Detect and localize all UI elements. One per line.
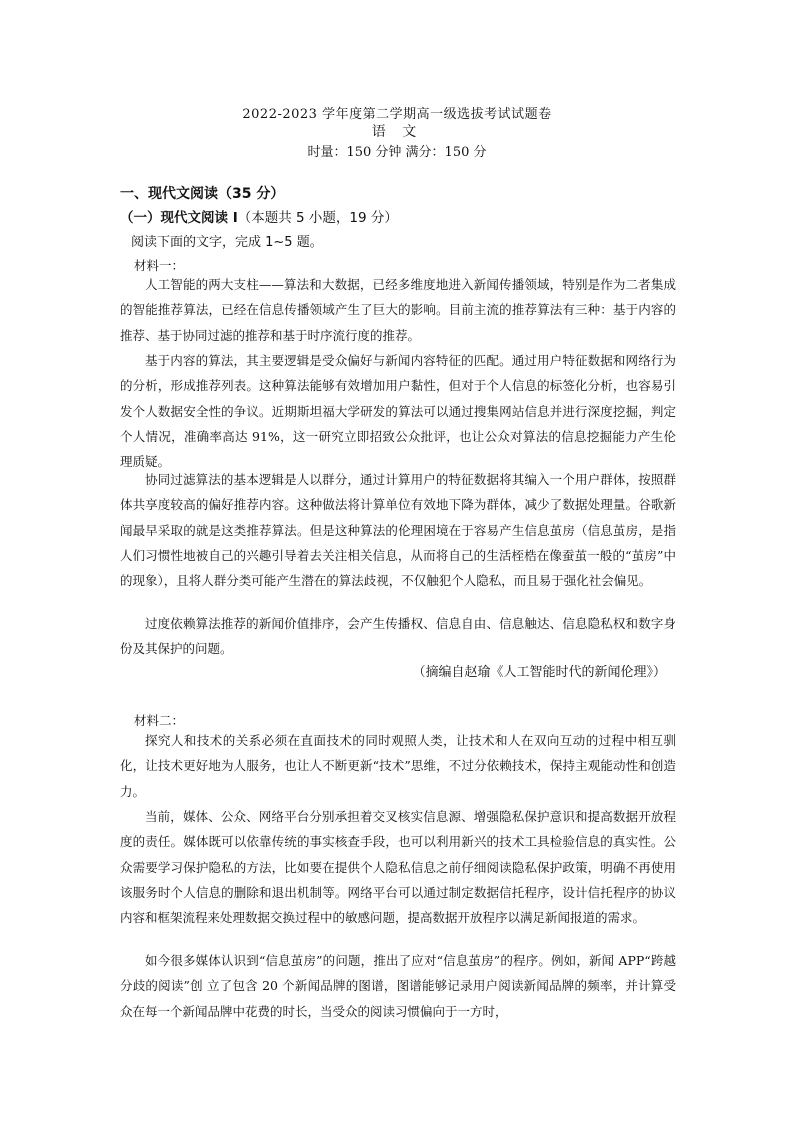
material-one-paragraph: 基于内容的算法，其主要逻辑是受众偏好与新闻内容特征的匹配。通过用户特征数据和网络行为的分析，形成推荐列表。这种算法能够有效增加用户黏性，但对于个人信息的标签化分析，也容易引发个人数据安全性的争议。近期斯坦福大学研发的算法可以通过搜集网站信息并进行深度挖掘，判定个人情况，准确率高达 91%，这一研究立即招致公众批评，也让公众对算法的信息挖掘能力产生伦理质疑。 — [120, 353, 676, 470]
time-and-score-info: 时量：150 分钟 满分：150 分 — [307, 145, 487, 160]
material-one-source: （摘编自赵瑜《人工智能时代的新闻伦理》） — [412, 665, 666, 680]
subsection-heading — [120, 206, 398, 226]
material-one-paragraph: 人工智能的两大支柱——算法和大数据，已经多维度地进入新闻传播领域，特别是作为二者集成的智能推荐算法，已经在信息传播领域产生了巨大的影响。目前主流的推荐算法有三种：基于内容的推荐、基于协同过滤的推荐和基于时序流行度的推荐。 — [120, 277, 676, 343]
section-heading-modern-reading: 一、现代文阅读（35 分） — [120, 186, 285, 202]
reading-instruction: 阅读下面的文字，完成 1~5 题。 — [131, 235, 323, 250]
exam-title: 2022-2023 学年度第二学期高一级选拔考试试题卷 — [242, 107, 552, 122]
material-two-paragraph: 当前，媒体、公众、网络平台分别承担着交叉核实信息源、增强隐私保护意识和提高数据开放程度的责任。媒体既可以依靠传统的事实核查手段，也可以利用新兴的技术工具检验信息的真实性。公众需要学习保护隐私的方法，比如要在提供个人隐私信息之前仔细阅读隐私保护政策，明确不再使用该服务时个人信息的删除和退出机制等。网络平台可以通过制定数据信托程序，设计信托程序的协议内容和框架流程来处理数据交换过程中的敏感问题，提高数据开放程序以满足新闻报道的需求。 — [120, 809, 676, 926]
subject-label: 语 文 — [371, 124, 423, 140]
material-two-paragraph: 探究人和技术的关系必须在直面技术的同时观照人类，让技术和人在双向互动的过程中相互驯化，让技术更好地为人服务，也让人不断更新“技术”思维，不过分依赖技术，保持主观能动性和创造力。 — [120, 733, 676, 799]
subsection-heading-note: （本题共 5 小题，19 分） — [237, 210, 398, 226]
material-one-label: 材料一： — [134, 258, 185, 273]
subsection-heading-bold: （一）现代文阅读 I — [120, 210, 238, 226]
material-one-paragraph: 协同过滤算法的基本逻辑是人以群分，通过计算用户的特征数据将其编入一个用户群体，按照群体共享度较高的偏好推荐内容。这种做法将计算单位有效地下降为群体，减少了数据处理量。谷歌新闻最早采取的就是这类推荐算法。但是这种算法的伦理困境在于容易产生信息茧房（信息茧房，是指人们习惯性地被自己的兴趣引导着去关注相关信息，从而将自己的生活桎梏在像蚕茧一般的“茧房”中的现象），且将人群分类可能产生潜在的算法歧视，不仅触犯个人隐私，而且易于强化社会偏见。 — [120, 472, 676, 589]
material-two-paragraph: 如今很多媒体认识到“信息茧房”的问题，推出了应对“信息茧房”的程序。例如，新闻 APP“跨越分歧的阅读”创 立了包含 20 个新闻品牌的图谱，图谱能够记录用户阅读新闻品牌的频率，并计算受众在每一个新闻品牌中花费的时长，当受众的阅读习惯偏向于一方时， — [120, 953, 676, 1019]
material-two-label: 材料二： — [134, 713, 185, 728]
material-one-paragraph: 过度依赖算法推荐的新闻价值排序，会产生传播权、信息自由、信息触达、信息隐私权和数字身份及其保护的问题。 — [120, 616, 676, 657]
